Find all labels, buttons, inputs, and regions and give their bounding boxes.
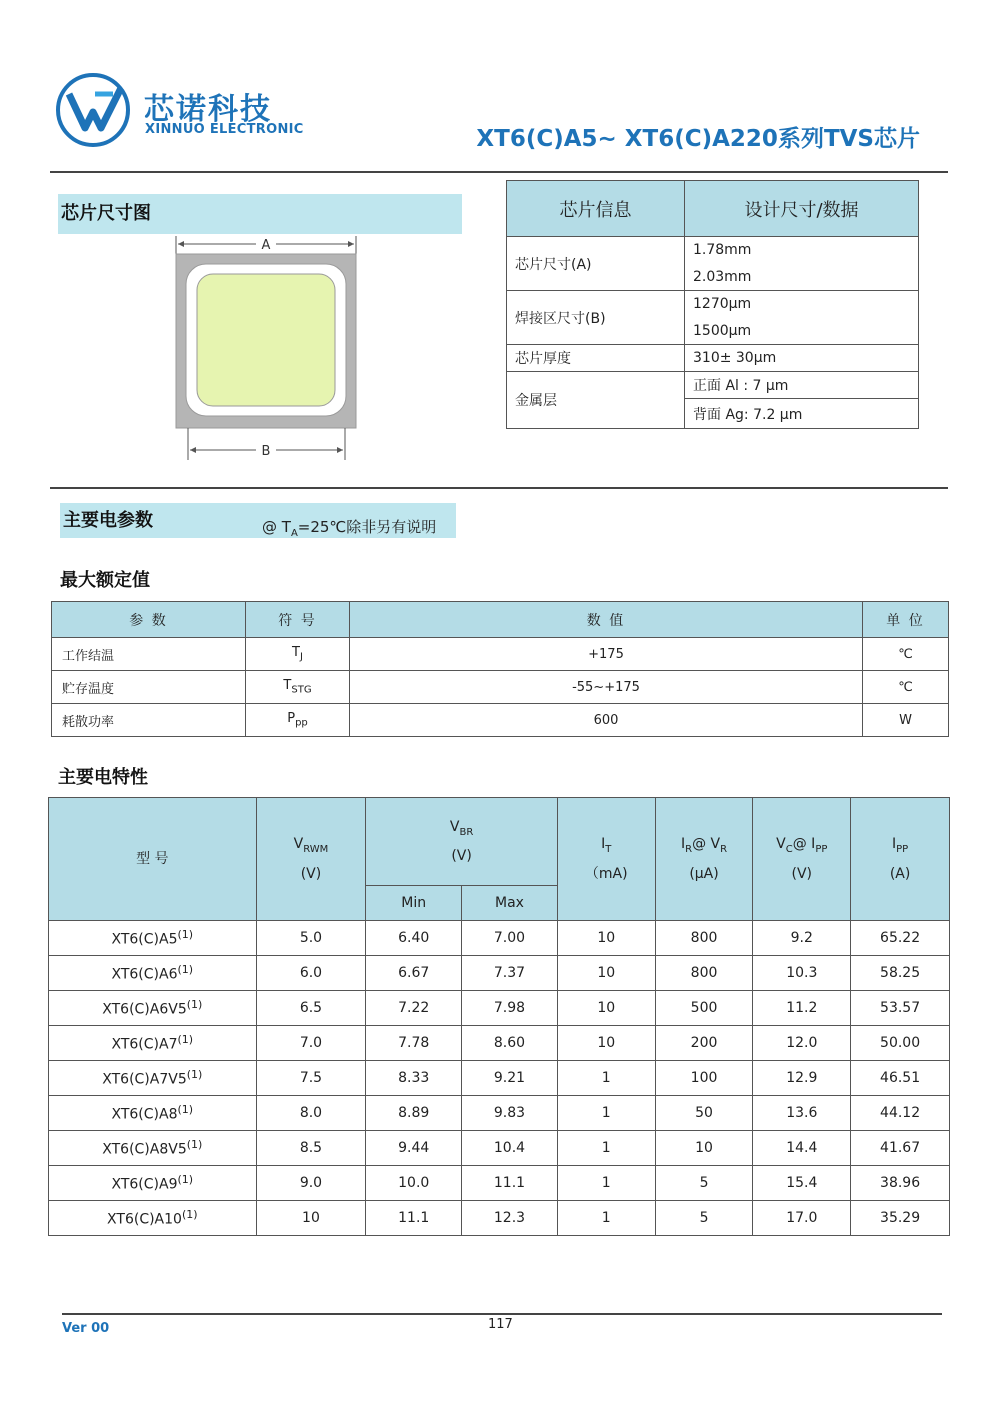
ir-cell: 5 (655, 1201, 753, 1236)
min-cell: 9.44 (366, 1131, 462, 1166)
chip-dimension-diagram (170, 232, 370, 462)
table-row (49, 1026, 950, 1061)
ir-cell: 10 (655, 1131, 753, 1166)
it-cell: 10 (557, 956, 655, 991)
it-cell: 10 (557, 1026, 655, 1061)
model-cell: XT6(C)A8$^{(1)}$ (49, 1096, 257, 1131)
it-cell: 1 (557, 1096, 655, 1131)
it-cell: 10 (557, 991, 655, 1026)
col-header-vc: $V_C@$ $I_{PP}$ (V) (753, 798, 851, 921)
vrwm-cell: 6.5 (256, 991, 366, 1026)
it-cell: 1 (557, 1061, 655, 1096)
model-cell: XT6(C)A10$^{(1)}$ (49, 1201, 257, 1236)
col-header-ir: $I_R@$ $V_R$ (μA) (655, 798, 753, 921)
chip-info-table (506, 180, 919, 429)
max-cell: 9.83 (462, 1096, 558, 1131)
electrical-params-title: 主要电参数 (63, 510, 153, 531)
ir-cell: 500 (655, 991, 753, 1026)
vc-cell: 13.6 (753, 1096, 851, 1131)
it-cell: 10 (557, 921, 655, 956)
ipp-cell: 44.12 (851, 1096, 950, 1131)
model-cell: XT6(C)A5$^{(1)}$ (49, 921, 257, 956)
document-title: XT6(C)A5~ XT6(C)A220系列TVS芯片 (476, 126, 920, 152)
table-row: 耗散功率 $P_{pp}$ 600 W (52, 704, 949, 737)
ipp-cell: 41.67 (851, 1131, 950, 1166)
ipp-cell: 38.96 (851, 1166, 950, 1201)
info-value: 1500μm (685, 318, 919, 345)
page-number: 117 (488, 1317, 513, 1332)
vrwm-cell: 7.5 (256, 1061, 366, 1096)
max-cell: 7.98 (462, 991, 558, 1026)
ir-cell: 50 (655, 1096, 753, 1131)
info-label-chip-size: 芯片尺寸(A) (507, 237, 685, 291)
header-divider (50, 171, 948, 173)
ipp-cell: 50.00 (851, 1026, 950, 1061)
min-cell: 6.67 (366, 956, 462, 991)
info-value: 1270μm (685, 291, 919, 318)
info-label-thickness: 芯片厚度 (507, 345, 685, 372)
col-header-vrwm: $V_{RWM}$ (V) (256, 798, 366, 921)
info-header-label: 芯片信息 (507, 181, 685, 237)
max-header-param: 参 数 (52, 602, 246, 638)
vc-cell: 11.2 (753, 991, 851, 1026)
table-row (49, 991, 950, 1026)
max-cell: 10.4 (462, 1131, 558, 1166)
version-label: Ver 00 (62, 1321, 110, 1336)
model-cell: XT6(C)A6$^{(1)}$ (49, 956, 257, 991)
ir-cell: 100 (655, 1061, 753, 1096)
min-cell: 11.1 (366, 1201, 462, 1236)
model-cell: XT6(C)A7$^{(1)}$ (49, 1026, 257, 1061)
info-value: 正面 Al : 7 μm (685, 372, 919, 399)
col-header-it: $I_T$ （mA) (557, 798, 655, 921)
table-row (49, 1201, 950, 1236)
model-cell: XT6(C)A6V5$^{(1)}$ (49, 991, 257, 1026)
max-cell: 7.37 (462, 956, 558, 991)
min-cell: 7.22 (366, 991, 462, 1026)
col-header-ipp: $I_{PP}$ (A) (851, 798, 950, 921)
test-condition-note: @ $T_A=25℃$除非另有说明 (262, 518, 437, 539)
it-cell: 1 (557, 1166, 655, 1201)
table-row (49, 956, 950, 991)
chip-dimension-label: 芯片尺寸图 (58, 194, 462, 234)
min-cell: 10.0 (366, 1166, 462, 1201)
ir-cell: 200 (655, 1026, 753, 1061)
info-header-value: 设计尺寸/数据 (685, 181, 919, 237)
ipp-cell: 46.51 (851, 1061, 950, 1096)
vc-cell: 12.0 (753, 1026, 851, 1061)
model-cell: XT6(C)A8V5$^{(1)}$ (49, 1131, 257, 1166)
vrwm-cell: 9.0 (256, 1166, 366, 1201)
table-row (49, 1096, 950, 1131)
ir-cell: 800 (655, 921, 753, 956)
max-cell: 7.00 (462, 921, 558, 956)
vrwm-cell: 5.0 (256, 921, 366, 956)
xinnuo-logo-icon (55, 72, 131, 148)
dimension-b-label: B (261, 444, 271, 459)
min-cell: 8.33 (366, 1061, 462, 1096)
min-cell: 8.89 (366, 1096, 462, 1131)
model-cell: XT6(C)A7V5$^{(1)}$ (49, 1061, 257, 1096)
max-cell: 9.21 (462, 1061, 558, 1096)
table-row: 工作结温 $T_J$ +175 ℃ (52, 638, 949, 671)
max-header-symbol: 符 号 (246, 602, 350, 638)
vc-cell: 10.3 (753, 956, 851, 991)
footer-divider (62, 1313, 942, 1315)
ipp-cell: 58.25 (851, 956, 950, 991)
vrwm-cell: 8.0 (256, 1096, 366, 1131)
vc-cell: 9.2 (753, 921, 851, 956)
max-ratings-title: 最大额定值 (60, 570, 150, 591)
vrwm-cell: 8.5 (256, 1131, 366, 1166)
max-cell: 11.1 (462, 1166, 558, 1201)
ir-cell: 800 (655, 956, 753, 991)
it-cell: 1 (557, 1131, 655, 1166)
table-row (49, 921, 950, 956)
model-cell: XT6(C)A9$^{(1)}$ (49, 1166, 257, 1201)
vc-cell: 12.9 (753, 1061, 851, 1096)
info-value: 1.78mm (685, 237, 919, 264)
electrical-characteristics-table (48, 797, 950, 1236)
ipp-cell: 65.22 (851, 921, 950, 956)
info-value: 背面 Ag: 7.2 μm (685, 399, 919, 429)
characteristics-title: 主要电特性 (58, 767, 148, 788)
vrwm-cell: 6.0 (256, 956, 366, 991)
col-header-model: 型 号 (49, 798, 257, 921)
ir-cell: 5 (655, 1166, 753, 1201)
max-ratings-table (51, 601, 949, 737)
col-header-min: Min (366, 886, 462, 921)
max-header-value: 数 值 (350, 602, 863, 638)
vrwm-cell: 10 (256, 1201, 366, 1236)
it-cell: 1 (557, 1201, 655, 1236)
vc-cell: 14.4 (753, 1131, 851, 1166)
ipp-cell: 35.29 (851, 1201, 950, 1236)
info-label-pad-size: 焊接区尺寸(B) (507, 291, 685, 345)
dimension-a-label: A (261, 238, 271, 253)
min-cell: 7.78 (366, 1026, 462, 1061)
vc-cell: 17.0 (753, 1201, 851, 1236)
vrwm-cell: 7.0 (256, 1026, 366, 1061)
brand-name-en: XINNUO ELECTRONIC (145, 122, 304, 137)
info-value: 310± 30μm (685, 345, 919, 372)
brand-name-cn: 芯诺科技 (144, 92, 272, 127)
max-cell: 8.60 (462, 1026, 558, 1061)
col-header-vbr: $V_{BR}$ (V) (366, 798, 558, 886)
table-row: 贮存温度 $T_{STG}$ -55~+175 ℃ (52, 671, 949, 704)
table-row (49, 1166, 950, 1201)
col-header-max: Max (462, 886, 558, 921)
table-row (49, 1131, 950, 1166)
min-cell: 6.40 (366, 921, 462, 956)
info-label-metal: 金属层 (507, 372, 685, 429)
section-divider (50, 487, 948, 489)
vc-cell: 15.4 (753, 1166, 851, 1201)
max-header-unit: 单 位 (863, 602, 949, 638)
max-cell: 12.3 (462, 1201, 558, 1236)
info-value: 2.03mm (685, 264, 919, 291)
ipp-cell: 53.57 (851, 991, 950, 1026)
table-row (49, 1061, 950, 1096)
